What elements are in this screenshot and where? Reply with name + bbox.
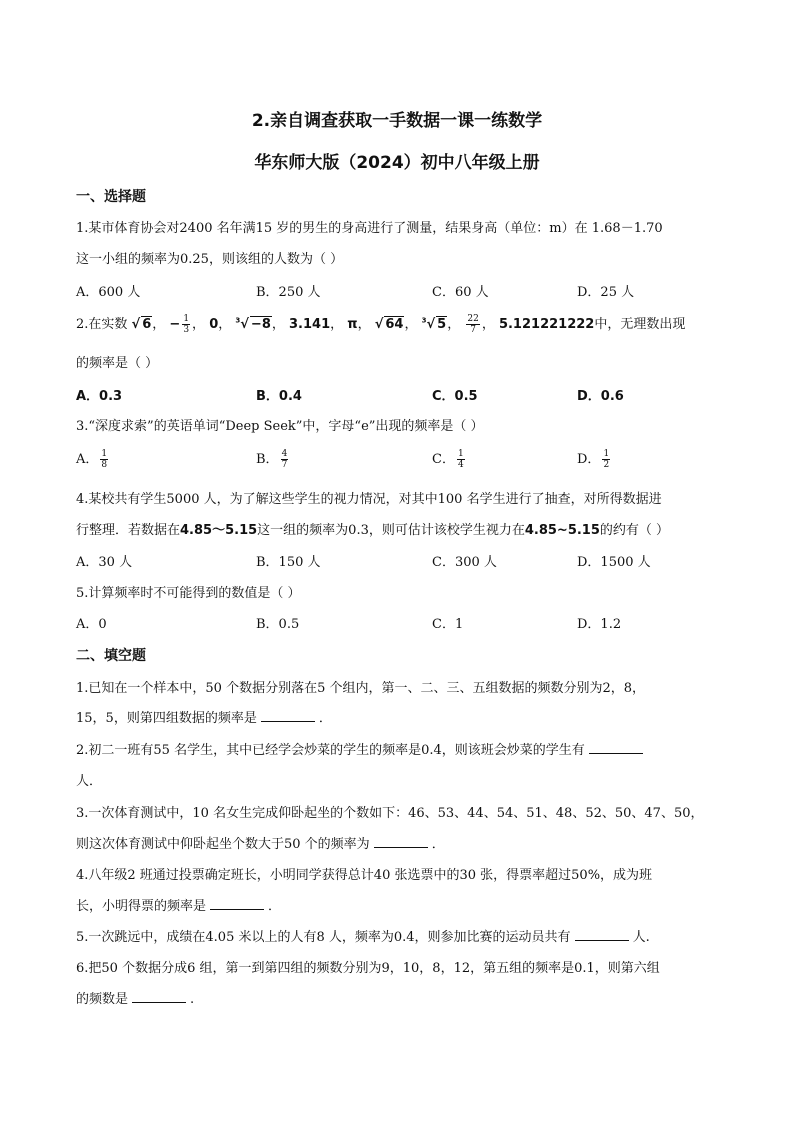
number-5121221222: 5.121221222: [498, 317, 595, 332]
question-2-suffix: 中，无理数出现: [594, 317, 686, 332]
question-2-option-c: C．0.5: [432, 389, 478, 404]
answer-blank[interactable]: [374, 836, 428, 848]
number-pi: π: [347, 317, 358, 332]
question-4-line-2: 行整理．若数据在4.85～5.15这一组的频率为0.3，则可估计该校学生视力在4.85~5.15的约有（ ）: [76, 523, 670, 538]
question-4-option-b: B．150 人: [256, 555, 321, 570]
sqrt-6: √ 6: [131, 317, 152, 332]
fill-3-line-1: 3.一次体育测试中，10 名女生完成仰卧起坐的个数如下：46、53、44、54、51、48、52、50、47、50，: [76, 806, 704, 821]
question-1-line-2: 这一小组的频率为0.25，则该组的人数为（ ）: [76, 252, 344, 267]
question-2-line-2: 的频率是（ ）: [76, 356, 159, 371]
question-2-prefix: 2.在实数: [76, 317, 128, 332]
fraction-one-third: $\frac{1}{3}$: [183, 314, 190, 335]
question-5-option-a: A．0: [76, 617, 107, 632]
page-subtitle: 华东师大版（2024）初中八年级上册: [254, 153, 540, 173]
question-4-option-c: C．300 人: [432, 555, 497, 570]
question-4-option-a: A．30 人: [76, 555, 133, 570]
fill-2-line-1: 2.初二一班有55 名学生，其中已经学会炒菜的学生的频率是0.4，则该班会炒菜的学生有: [76, 739, 716, 758]
question-4-option-d: D．1500 人: [577, 555, 651, 570]
answer-blank[interactable]: [589, 742, 643, 754]
number-3141: 3.141: [289, 317, 331, 332]
question-3-option-c: C． $\frac{1}{4}$: [432, 449, 464, 470]
fill-4-line-2: 长，小明得票的频率是 ．: [76, 899, 282, 914]
question-1-line-1: 1.某市体育协会对2400 名年满15 岁的男生的身高进行了测量，结果身高（单位：m）在 1.68－1.70: [76, 221, 663, 236]
section-heading-choice: 一、选择题: [76, 189, 146, 205]
answer-blank[interactable]: [210, 898, 264, 910]
fill-1-line-2: 15，5，则第四组数据的频率是 ．: [76, 711, 332, 726]
question-3-line: 3.“深度求索”的英语单词“Deep Seek”中，字母“e”出现的频率是（ ）: [76, 419, 484, 434]
answer-blank[interactable]: [261, 710, 315, 722]
question-5-option-c: C．1: [432, 617, 464, 632]
fill-1-line-1: 1.已知在一个样本中，50 个数据分别落在5 个组内，第一、二、三、五组数据的频数分别为2，8，: [76, 681, 646, 696]
cube-root-neg-8: $^3$√ −8: [235, 316, 271, 332]
fill-5-line: 5.一次跳远中，成绩在4.05 米以上的人有8 人，频率为0.4，则参加比赛的运动员共有 人.: [76, 930, 650, 945]
question-5-option-b: B．0.5: [256, 617, 300, 632]
fill-2-line-2: 人．: [76, 774, 103, 789]
question-1-option-b: B．250 人: [256, 285, 321, 300]
question-3-option-d: D． $\frac{1}{2}$: [577, 449, 610, 470]
answer-blank[interactable]: [575, 929, 629, 941]
fill-6-line-1: 6.把50 个数据分成6 组，第一到第四组的频数分别为9，10，8，12，第五组的频率是0.1，则第六组: [76, 961, 660, 976]
number-zero: 0: [209, 317, 219, 332]
fill-4-line-1: 4.八年级2 班通过投票确定班长，小明同学获得总计40 张选票中的30 张，得票率超过50%，成为班: [76, 868, 653, 883]
section-heading-fill: 二、填空题: [76, 648, 146, 664]
question-1-option-a: A．600 人: [76, 285, 141, 300]
question-2-option-a: A．0.3: [76, 389, 123, 404]
fill-6-line-2: 的频数是 .: [76, 992, 195, 1007]
sqrt-64: √ 64: [374, 317, 404, 332]
question-2-line-1: 2.在实数 √ 6， − $\frac{1}{3}$ ， 0， $^3$√ −8， 3.141， π， √ 64， $^3$√ 5， $\frac{22}{7}$ ， 5.121221222中，无理数出现: [76, 314, 686, 335]
page-title: 2.亲自调查获取一手数据一课一练数学: [251, 111, 543, 131]
question-3-option-a: A． $\frac{1}{8}$: [76, 449, 108, 470]
fraction-22-7: $\frac{22}{7}$: [467, 314, 479, 335]
question-1-option-c: C．60 人: [432, 285, 489, 300]
question-3-option-b: B． $\frac{4}{7}$: [256, 449, 288, 470]
fill-3-line-2: 则这次体育测试中仰卧起坐个数大于50 个的频率为 ．: [76, 837, 445, 852]
question-5-option-d: D．1.2: [577, 617, 622, 632]
question-4-line-1: 4.某校共有学生5000 人，为了解这些学生的视力情况，对其中100 名学生进行了抽查，对所得数据进: [76, 492, 662, 507]
answer-blank[interactable]: [132, 991, 186, 1003]
question-5-line: 5.计算频率时不可能得到的数值是（ ）: [76, 586, 301, 601]
question-2-option-b: B．0.4: [256, 389, 302, 404]
cube-root-5: $^3$√ 5: [421, 316, 447, 332]
question-1-option-d: D．25 人: [577, 285, 635, 300]
question-2-option-d: D．0.6: [577, 389, 624, 404]
